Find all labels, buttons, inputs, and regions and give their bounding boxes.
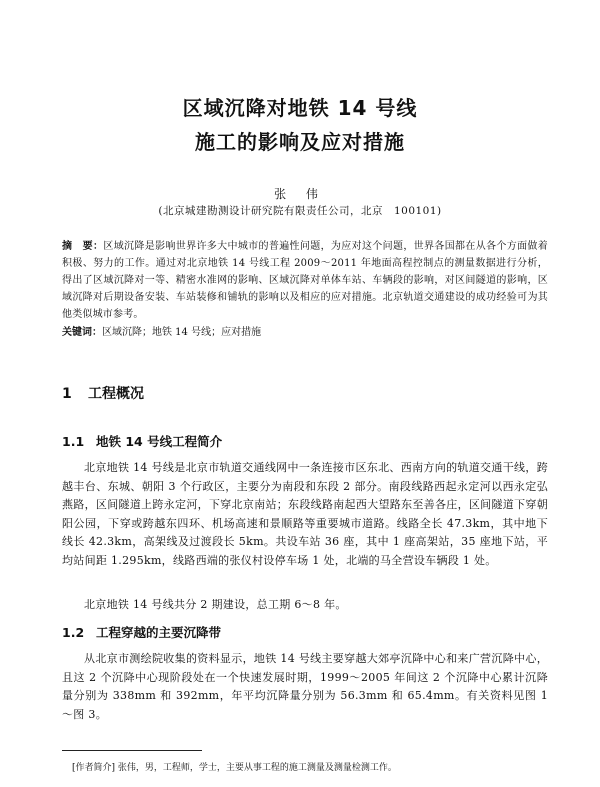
paper-title-line-1: 区域沉降对地铁 14 号线 xyxy=(182,96,418,120)
subsection-1-1-heading xyxy=(62,432,222,450)
author-name: 张 伟 xyxy=(274,187,326,201)
abstract-text: 区域沉降是影响世界许多大中城市的普遍性问题，为应对这个问题，世界各国都在从各个方面做着积极、努力的工作。通过对北京地铁 14 号线工程 2009～2011 年地面高程控制点的测量数据进行分析，得出了区域沉降对一等、精密水准网的影响、区域沉降对单体车站、车辆段的影响，对区间隧道的影响，区域沉降对后期设备安装、车站装修和铺轨的影响以及相应的应对措施。北京轨道交通建设的成功经验可为其他类似城市参考。 xyxy=(62,241,548,320)
keywords-text: 区域沉降；地铁 14 号线；应对措施 xyxy=(102,327,262,338)
section-1-heading xyxy=(62,383,144,403)
author-affiliation: (北京城建勘测设计研究院有限责任公司，北京 100101) xyxy=(158,205,442,217)
subsection-1-1-title: 地铁 14 号线工程简介 xyxy=(96,434,223,449)
abstract xyxy=(62,238,548,323)
section-1-title: 工程概况 xyxy=(88,386,144,402)
subsection-1-2-heading xyxy=(62,623,221,641)
author-footnote: [作者简介] 张伟，男，工程师，学士，主要从事工程的施工测量及测量检测工作。 xyxy=(72,763,397,773)
keywords xyxy=(62,324,548,341)
paragraph-settlement-zones: 从北京市测绘院收集的资料显示，地铁 14 号线主要穿越大郊亭沉降中心和来广营沉降中心，且这 2 个沉降中心现阶段处在一个快速发展时期，1999～2005 年间这 2 个沉降中心累计沉降量分别为 338mm 和 392mm，年平均沉降量分别为 56.3mm 和 65.4mm。有关资料见图 1～图 3。 xyxy=(62,652,548,721)
paper-title-line-2: 施工的影响及应对措施 xyxy=(195,130,405,154)
subsection-1-2-number: 1.2 xyxy=(62,625,85,640)
subsection-1-1-number: 1.1 xyxy=(62,434,85,449)
subsection-1-2-title: 工程穿越的主要沉降带 xyxy=(96,625,222,640)
paragraph-construction-phases: 北京地铁 14 号线共分 2 期建设，总工期 6～8 年。 xyxy=(84,598,347,611)
paragraph-line-overview: 北京地铁 14 号线是北京市轨道交通线网中一条连接市区东北、西南方向的轨道交通干线，跨越丰台、东城、朝阳 3 个行政区，主要分为南段和东段 2 部分。南段线路西起永定河以西永定弘燕路，区间隧道上跨永定河，下穿北京南站；东段线路南起西大望路东至善各庄，区间隧道下穿朝阳公园，下穿或跨越东四环、机场高速和景顺路等重要城市道路。线路全长 47.3km，其中地下线长 42.3km，高架线及过渡段长 5km。共设车站 36 座，其中 1 座高架站，35 座地下站，平均站间距 1.295km，线路西端的张仪村设停车场 1 处，北端的马全营设车辆段 1 处。 xyxy=(62,461,548,567)
section-1-number: 1 xyxy=(62,386,72,402)
footnote-divider xyxy=(62,750,202,751)
abstract-label: 摘 要： xyxy=(62,241,104,252)
keywords-label: 关键词： xyxy=(62,327,102,338)
